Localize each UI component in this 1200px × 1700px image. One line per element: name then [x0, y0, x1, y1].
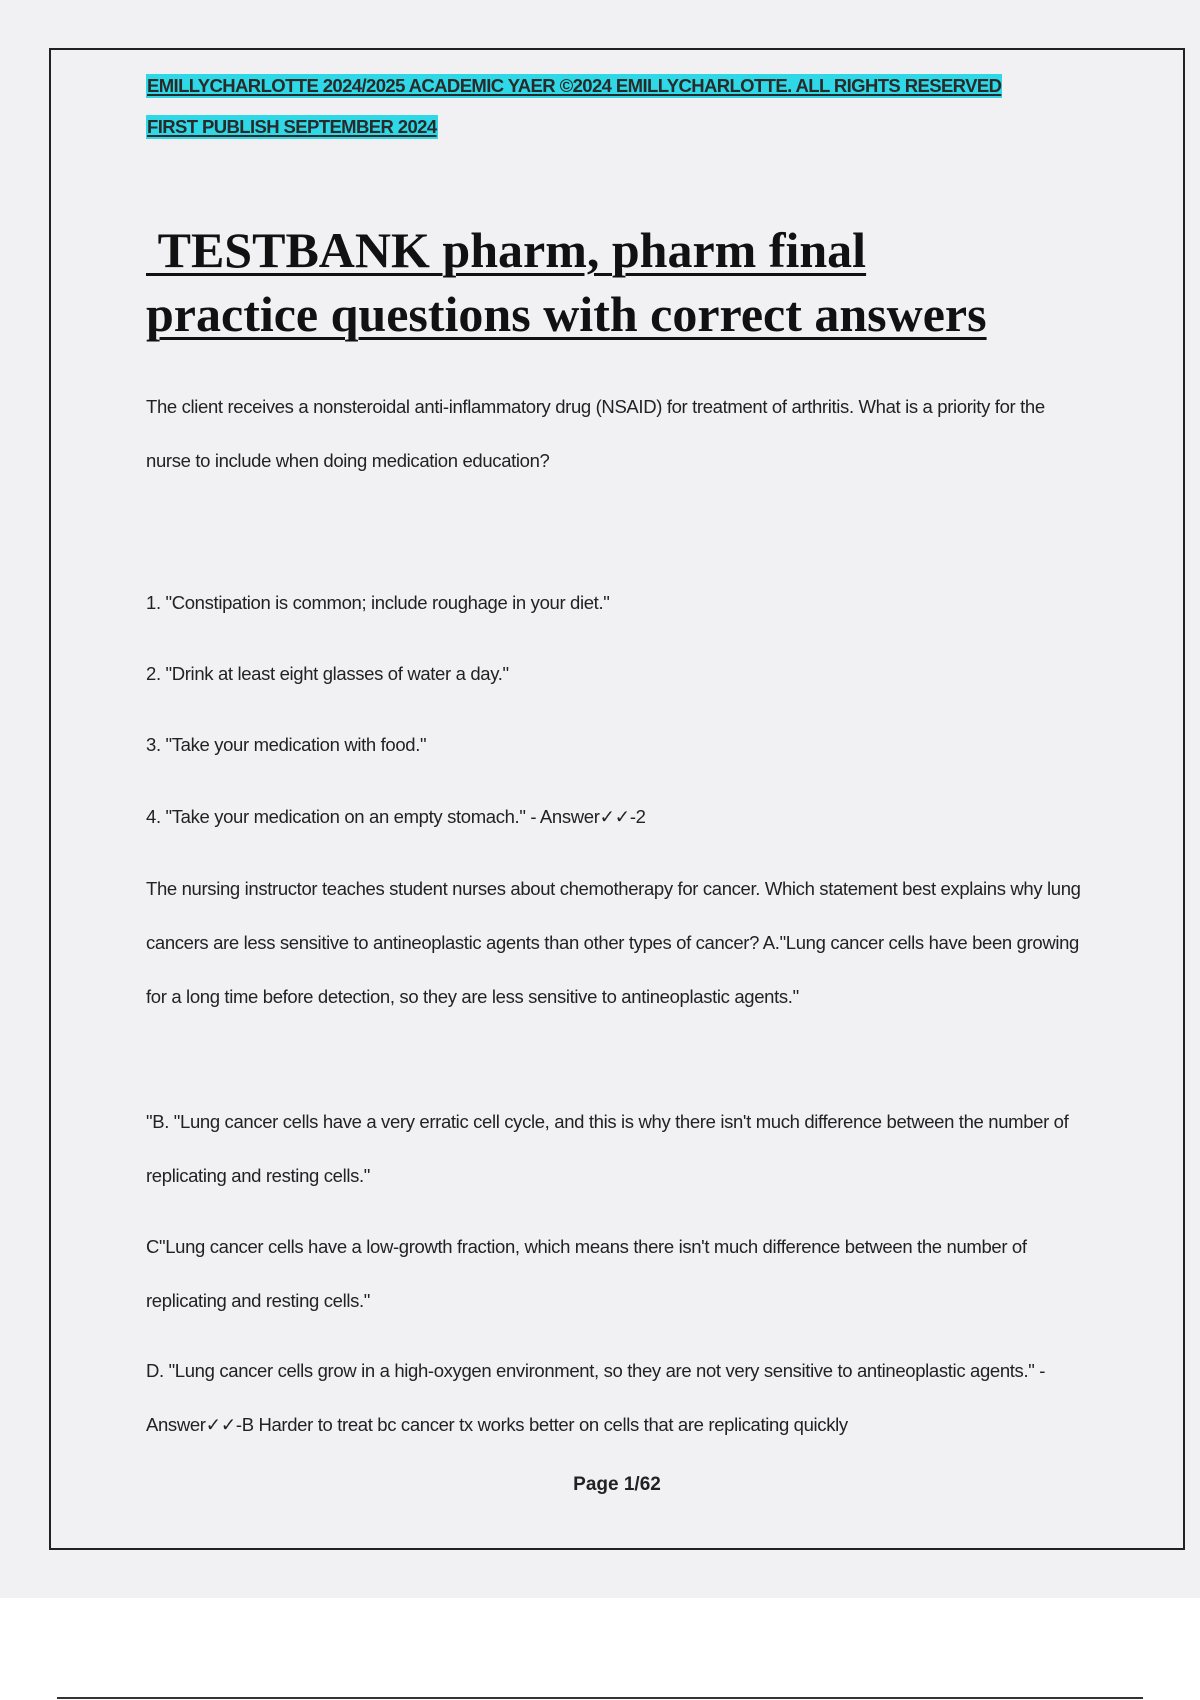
publish-date-header [146, 116, 438, 138]
document-title [146, 218, 1096, 346]
publish-date-text: FIRST PUBLISH SEPTEMBER 2024 [147, 116, 437, 137]
question-2-option-b: "B. "Lung cancer cells have a very erratic cell cycle, and this is why there isn't much difference between the number of replicating and resting cells." [146, 1111, 1069, 1186]
question-1-option-4-answer: 4. "Take your medication on an empty stomach." - Answer✓✓-2 [146, 806, 646, 827]
question-2-option-d-answer: D. "Lung cancer cells grow in a high-oxygen environment, so they are not very sensitive to antineoplastic agents." - Answer✓✓-B Harder to treat bc cancer tx works better on cells that are replicating quickly [146, 1360, 1046, 1435]
question-1-option-3: 3. "Take your medication with food." [146, 734, 427, 755]
question-2-option-c: C"Lung cancer cells have a low-growth fraction, which means there isn't much difference between the number of replicating and resting cells." [146, 1236, 1027, 1311]
copyright-header [146, 75, 1002, 97]
copyright-header-text: EMILLYCHARLOTTE 2024/2025 ACADEMIC YAER ©2024 EMILLYCHARLOTTE. ALL RIGHTS RESERVED [147, 75, 1002, 96]
question-1-option-1: 1. "Constipation is common; include roughage in your diet." [146, 592, 610, 613]
page-number: Page 1/62 [573, 1474, 661, 1495]
question-1-stem: The client receives a nonsteroidal anti-inflammatory drug (NSAID) for treatment of arthritis. What is a priority for the nurse to include when doing medication education? [146, 396, 1045, 471]
document-title-line-2: practice questions with correct answers [146, 286, 987, 342]
question-1-option-2: 2. "Drink at least eight glasses of water a day." [146, 663, 509, 684]
question-2-stem: The nursing instructor teaches student nurses about chemotherapy for cancer. Which statement best explains why lung cancers are less sensitive to antineoplastic agents than other types of cancer? A."Lung cancer cells have been growing for a long time before detection, so they are less sensitive to antineoplastic agents." [146, 878, 1081, 1007]
document-title-line-1: TESTBANK pharm, pharm final [146, 222, 867, 278]
next-page-divider [57, 1697, 1143, 1699]
